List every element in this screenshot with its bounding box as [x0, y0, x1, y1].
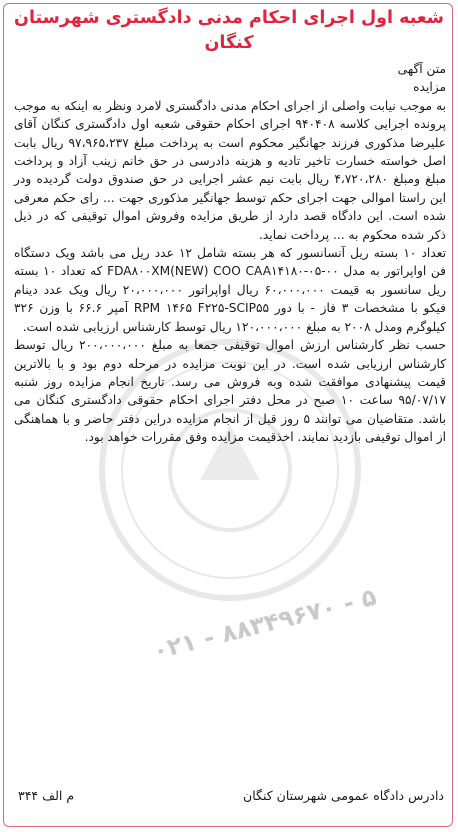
signature: دادرس دادگاه عمومی شهرستان کنگان [243, 788, 444, 803]
notice-title-line1: شعبه اول اجرای احکام مدنی دادگستری شهرستان [14, 8, 444, 28]
watermark-phone: ۰۲۱ - ۸۸۳۴۹۶۷۰ - ۵ [150, 582, 380, 666]
notice-title [0, 6, 458, 56]
notice-title-line2: کنگان [204, 33, 254, 53]
notice-code: م الف ۳۴۴ [18, 788, 75, 803]
paragraph-items: تعداد ۱۰ بسته ریل آنسانسور که هر بسته شامل ۱۲ عدد ریل می باشد ویک دستگاه فن اواپراتور به مدل FDA۸۰۰XM(NEW) COO CAA۱۴۱۸۰-۰۵-۰۰ که تعداد ۱۰ بسته ریل سانسور به قیمت ۶۰،۰۰۰،۰۰۰ ریال اواپراتور ۲۰،۰۰۰،۰۰۰ ریال ویک عدد دینام فیکو با مشخصات ۳ فاز - با دور RPM ۱۴۶۵ F۲۲۵-SCIP۵۵ آمپر ۶۶.۶ با وزن ۳۲۶ کیلوگرم ومدل ۲۰۰۸ به مبلغ ۱۲۰،۰۰۰،۰۰۰ ریال توسط کارشناس ارزیابی شده است. [14, 246, 447, 334]
notice-footer [18, 788, 444, 803]
notice-body [14, 60, 446, 447]
paragraph-auction-terms: حسب نظر کارشناس ارزش اموال توقیفی جمعا به مبلغ ۲۰۰،۰۰۰،۰۰۰ ریال توسط کارشناس ارزیابی شده است. در این نوبت مزایده در مرحله دوم بود و با بالاترین قیمت پیشنهادی موافقت شده وبه فروش می رسد. تاریخ انجام مزایده روز شنبه ۹۵/۰۷/۱۷ ساعت ۱۰ صبح در محل دفتر اجرای احکام حقوقی دادگستری کنگان می باشد. متقاضیان می توانند ۵ روز قبل از انجام مزایده دراین دفتر حاضر و با هماهنگی از اموال توقیفی بازدید نمایند. اخذقیمت مزایده وفق مقررات خواهد بود. [14, 338, 447, 445]
label-notice-text: متن آگهی [397, 62, 446, 76]
label-auction: مزایده [413, 80, 446, 95]
paragraph-case-details: به موجب نیابت واصلی از اجرای احکام مدنی دادگستری لامرد ونظر به اینکه به موجب پرونده اجرایی کلاسه ۹۴۰۴۰۸ اجرای احکام حقوقی شعبه اول دادگستری کنگان آقای علیرضا مذکوری فرزند جهانگیر محکوم است به پرداخت مبلغ ۹۷،۹۶۵،۲۳۷ ریال بابت اصل خواسته خسارت تاخیر تادیه و هزینه دادرسی در حق خانم زینب آزاد و پرداخت مبلغ ومبلغ ۴،۷۲۰،۲۸۰ ریال بابت نیم عشر اجرایی در حق صندوق دولت گردیده ودر این راستا اموالی جهت اجرای حکم توسط جهانگیر مذکوری جهت ... رای حکم معرفی شده است. این دادگاه قصد دارد از طریق مزایده وفروش اموال توقیفی که در ذیل ذکر شده محکوم به ... پرداخت نماید. [14, 98, 447, 242]
